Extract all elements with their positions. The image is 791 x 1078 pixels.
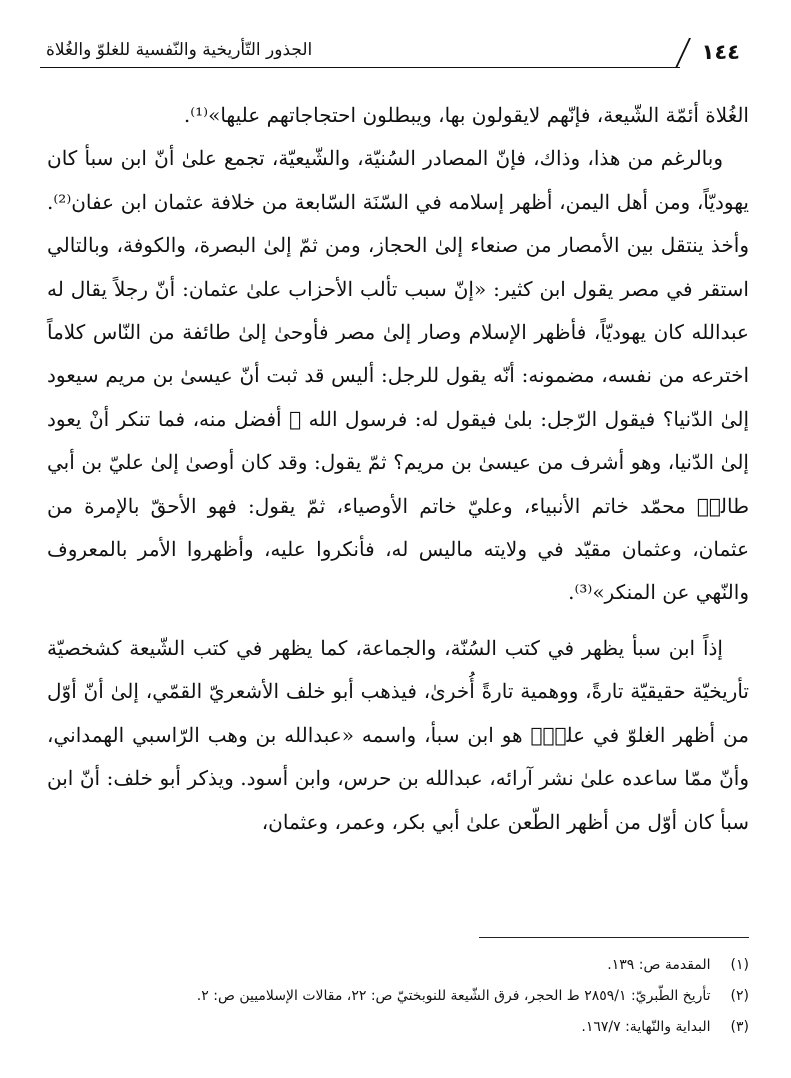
running-header: [40, 34, 750, 68]
header-rule: [40, 67, 680, 68]
footnote-number: (٣): [730, 1019, 749, 1035]
header-slash-divider: [675, 38, 691, 68]
footnote-2: [47, 981, 749, 1012]
footnote-separator: [479, 937, 749, 938]
footnotes: [47, 950, 749, 1043]
footnote-text: المقدمة ص: ١٣٩.: [607, 957, 711, 973]
footnote-1: [47, 950, 749, 981]
paragraph-2: وبالرغم من هذا، وذاك، فإنّ المصادر السُنيّة، والشّيعيّة، تجمع علىٰ أنّ ابن سبأ كان يهوديّاً، ومن أهل اليمن، أظهر إسلامه في السّنَة السّابعة من خلافة عثمان ابن عفان⁽²⁾. وأخذ ينتقل بين الأمصار من صنعاء إلىٰ الحجاز، ومن ثمّ إلىٰ البصرة، والكوفة، وبالتالي استقر في مصر يقول ابن كثير: «إنّ سبب تألب الأحزاب علىٰ عثمان: أنّ رجلاً يقال له عبدالله كان يهوديّاً، فأظهر الإسلام وصار إلىٰ مصر فأوحىٰ إلىٰ طائفة من النّاس كلاماً اخترعه من نفسه، مضمونه: أنّه يقول للرجل: أليس قد ثبت أنّ عيسىٰ بن مريم سيعود إلىٰ الدّنيا؟ فيقول الرّجل: بلىٰ فيقول له: فرسول الله ﷺ أفضل منه، فما تنكر أنْ يعود إلىٰ الدّنيا، وهو أشرف من عيسىٰ بن مريم؟ ثمّ يقول: وقد كان أوصىٰ إلىٰ عليّ بن أبي طالبؑ محمّد خاتم الأنبياء، وعليّ خاتم الأوصياء، ثمّ يقول: فهو الأحقّ بالإمرة من عثمان، وعثمان مقيّد في ولايته ماليس له، فأنكروا عليه، وأظهروا الأمر بالمعروف والنّهي عن المنكر»⁽³⁾.: [47, 146, 749, 605]
footnote-number: (٢): [730, 988, 749, 1004]
footnote-number: (١): [730, 957, 749, 973]
footnote-3: [47, 1012, 749, 1043]
footnote-text: تأريخ الطّبريّ: ٢٨٥٩/١ ط الحجر، فرق الشّيعة للنوبختيّ ص: ٢٢، مقالات الإسلاميين ص: ٢.: [196, 988, 711, 1004]
page-number: ١٤٤: [701, 40, 740, 64]
running-title: الجذور التّأريخية والنّفسية للغلوّ والغُلاة: [46, 40, 313, 60]
paragraph-3: إذاً ابن سبأ يظهر في كتب السُنّة، والجماعة، كما يظهر في كتب الشّيعة كشخصيّة تأريخيّة حقيقيّة تارةً، ووهمية تارةً أُخرىٰ، فيذهب أبو خلف الأشعريّ القمّي، إلىٰ أنّ أوّل من أظهر الغلوّ في عليّؑ هو ابن سبأ، واسمه «عبدالله بن وهب الرّاسبي الهمداني، وأنّ ممّا ساعده علىٰ نشر آرائه، عبدالله بن حرس، وابن أسود. ويذكر أبو خلف: أنّ ابن سبأ كان أوّل من أظهر الطّعن علىٰ أبي بكر، وعمر، وعثمان،: [47, 635, 749, 834]
footnote-text: البداية والنّهاية: ١٦٧/٧.: [581, 1019, 711, 1035]
paragraph-1: الغُلاة أئمّة الشّيعة، فإنّهم لايقولون بها، ويبطلون احتجاجاتهم عليها»⁽¹⁾.: [183, 103, 749, 127]
main-text: [47, 94, 749, 844]
